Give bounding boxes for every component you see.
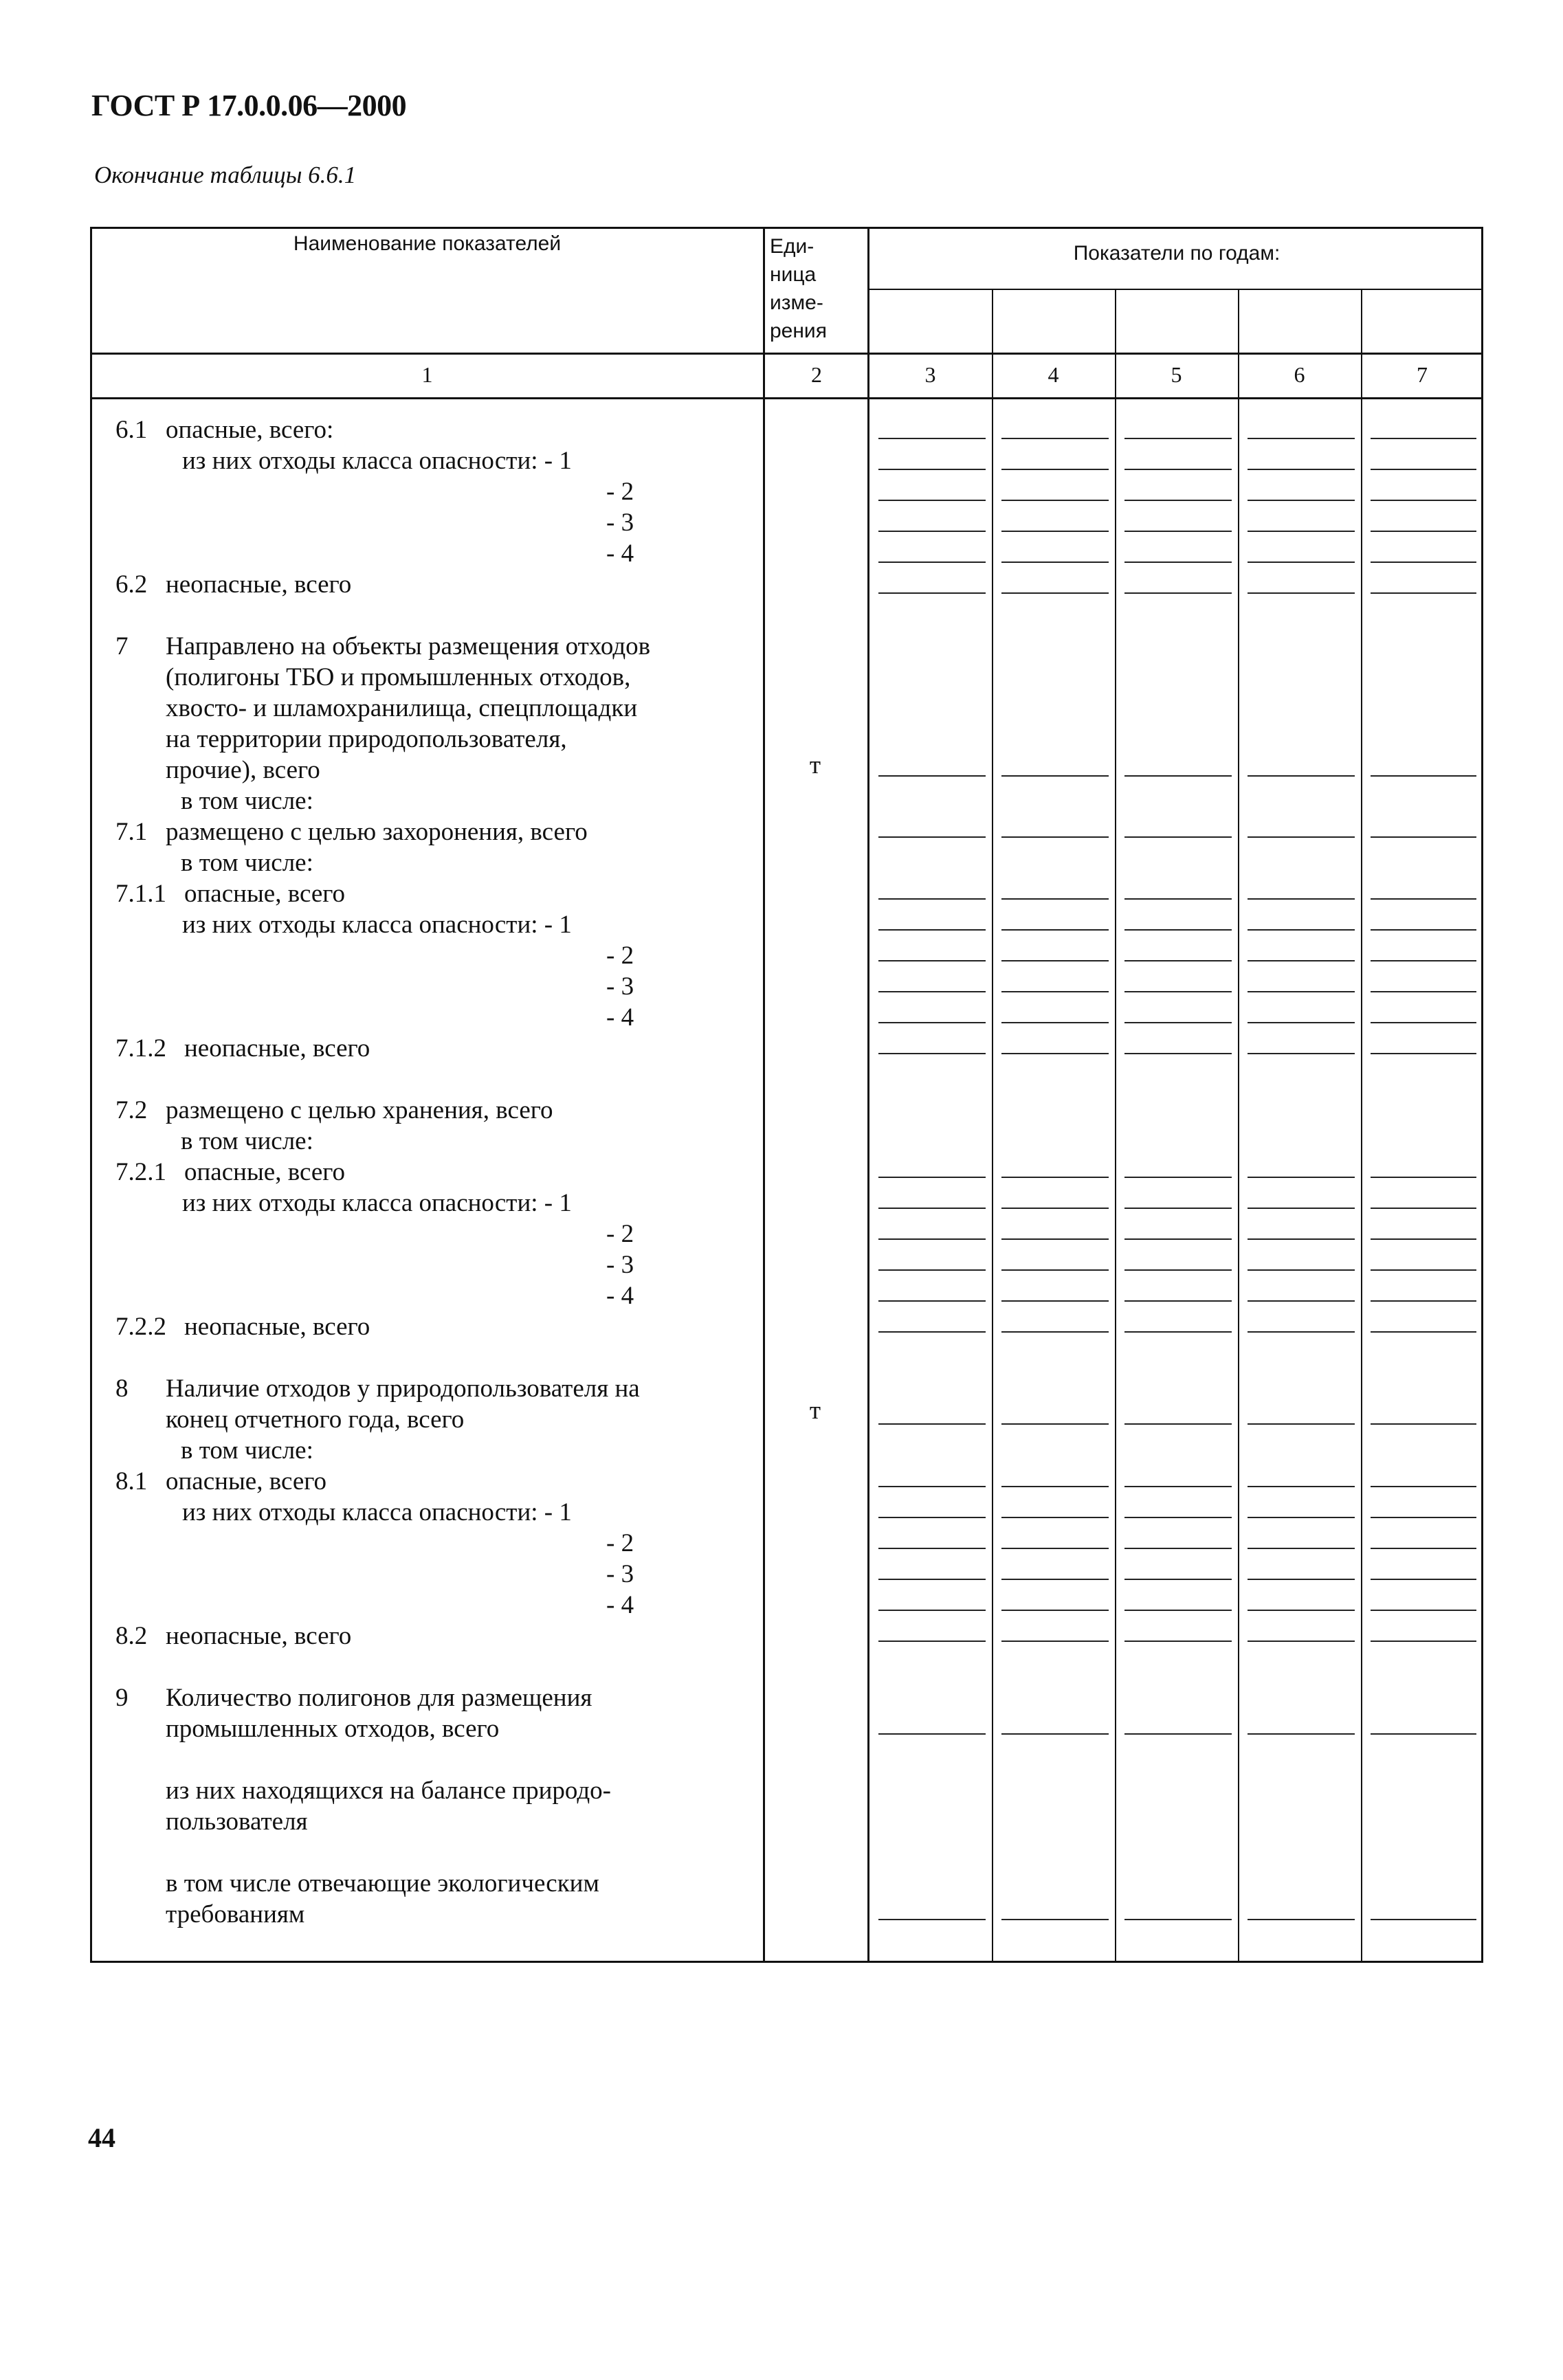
blank-line — [878, 500, 986, 501]
blank-line — [878, 1300, 986, 1302]
blank-line — [1001, 469, 1109, 470]
blank-line — [1248, 1548, 1355, 1549]
blank-line — [1001, 1238, 1109, 1240]
blank-line — [1001, 1733, 1109, 1735]
blank-line — [878, 1208, 986, 1209]
blank-line — [1371, 991, 1476, 992]
grid-line — [1361, 289, 1362, 1963]
blank-line — [1371, 469, 1476, 470]
blank-line — [1248, 531, 1355, 532]
blank-line — [1371, 1177, 1476, 1178]
blank-line — [1001, 1579, 1109, 1580]
blank-line — [1001, 561, 1109, 563]
grid-line — [90, 397, 1483, 399]
blank-line — [1001, 1331, 1109, 1333]
blank-line — [1371, 960, 1476, 961]
unit-cell: т — [809, 1397, 821, 1425]
blank-line — [1124, 561, 1232, 563]
blank-line — [1248, 1022, 1355, 1023]
blank-line — [878, 1238, 986, 1240]
blank-line — [1124, 1053, 1232, 1054]
blank-line — [1001, 531, 1109, 532]
blank-line — [1248, 1919, 1355, 1920]
row-number: 8.2 — [115, 1622, 148, 1650]
blank-line — [1124, 531, 1232, 532]
blank-line — [1371, 1053, 1476, 1054]
blank-line — [1248, 1641, 1355, 1642]
row-label: - 2 — [606, 1220, 634, 1248]
blank-line — [878, 1423, 986, 1425]
blank-line — [1001, 775, 1109, 777]
col-number: 7 — [1417, 362, 1428, 387]
row-label: опасные, всего — [166, 1467, 327, 1495]
unit-header-line: изме- — [770, 291, 823, 314]
blank-line — [1124, 1208, 1232, 1209]
row-label: опасные, всего — [184, 1158, 346, 1186]
blank-line — [878, 1610, 986, 1611]
grid-line — [1238, 289, 1239, 1963]
blank-line — [1001, 500, 1109, 501]
blank-line — [878, 1022, 986, 1023]
row-label: из них находящихся на балансе природо- — [166, 1777, 611, 1805]
blank-line — [878, 561, 986, 563]
blank-line — [1371, 775, 1476, 777]
blank-line — [1001, 1208, 1109, 1209]
blank-line — [878, 469, 986, 470]
blank-line — [1371, 561, 1476, 563]
blank-line — [1371, 929, 1476, 931]
blank-line — [878, 1486, 986, 1487]
blank-line — [1371, 1331, 1476, 1333]
blank-line — [1124, 1579, 1232, 1580]
row-label: в том числе: — [181, 849, 313, 877]
col-number: 4 — [1047, 362, 1059, 387]
blank-line — [1001, 1486, 1109, 1487]
row-label: конец отчетного года, всего — [166, 1405, 465, 1434]
blank-line — [878, 960, 986, 961]
blank-line — [878, 1548, 986, 1549]
blank-line — [1371, 1919, 1476, 1920]
doc-code: ГОСТ Р 17.0.0.06—2000 — [91, 89, 407, 122]
blank-line — [1371, 1486, 1476, 1487]
col-number: 6 — [1294, 362, 1305, 387]
grid-line — [90, 353, 1483, 355]
blank-line — [1124, 1423, 1232, 1425]
row-label: - 4 — [606, 540, 634, 568]
row-number: 7.1.2 — [115, 1034, 166, 1063]
blank-line — [1124, 1269, 1232, 1271]
row-label: промышленных отходов, всего — [166, 1715, 500, 1743]
blank-line — [1248, 929, 1355, 931]
blank-line — [1248, 1053, 1355, 1054]
row-label: - 4 — [606, 1282, 634, 1310]
blank-line — [1001, 929, 1109, 931]
row-number: 7.2 — [115, 1096, 148, 1124]
col-number: 1 — [421, 362, 433, 387]
row-label: опасные, всего: — [166, 416, 334, 444]
blank-line — [1124, 500, 1232, 501]
blank-line — [1248, 991, 1355, 992]
row-number: 7.2.2 — [115, 1313, 166, 1341]
blank-line — [1248, 500, 1355, 501]
col-number: 3 — [924, 362, 936, 387]
blank-line — [1248, 1733, 1355, 1735]
blank-line — [1124, 1733, 1232, 1735]
blank-line — [1371, 1423, 1476, 1425]
blank-line — [1001, 1423, 1109, 1425]
blank-line — [1124, 1919, 1232, 1920]
blank-line — [878, 1269, 986, 1271]
row-label: требованиям — [166, 1900, 305, 1928]
row-label: - 4 — [606, 1003, 634, 1032]
blank-line — [878, 991, 986, 992]
blank-line — [1248, 775, 1355, 777]
blank-line — [1371, 1022, 1476, 1023]
grid-line — [869, 289, 1483, 290]
blank-line — [1001, 991, 1109, 992]
blank-line — [1371, 1269, 1476, 1271]
row-number: 7.2.1 — [115, 1158, 166, 1186]
grid-line — [90, 227, 1483, 229]
blank-line — [1001, 898, 1109, 900]
blank-line — [1001, 1919, 1109, 1920]
row-number: 7.1 — [115, 818, 148, 846]
unit-header-line: рения — [770, 320, 827, 342]
blank-line — [1124, 775, 1232, 777]
blank-line — [878, 438, 986, 439]
row-label: - 2 — [606, 478, 634, 506]
blank-line — [1371, 531, 1476, 532]
blank-line — [1371, 500, 1476, 501]
blank-line — [878, 1177, 986, 1178]
blank-line — [1371, 1733, 1476, 1735]
blank-line — [1371, 1641, 1476, 1642]
blank-line — [1001, 1548, 1109, 1549]
grid-line — [1481, 227, 1483, 1963]
blank-line — [1371, 1208, 1476, 1209]
row-label: из них отходы класса опасности: - 1 — [182, 1189, 572, 1217]
blank-line — [1124, 1238, 1232, 1240]
blank-line — [1371, 836, 1476, 838]
row-label: неопасные, всего — [184, 1313, 370, 1341]
blank-line — [1124, 1517, 1232, 1518]
row-number: 8 — [115, 1375, 129, 1403]
row-label: - 4 — [606, 1591, 634, 1619]
blank-line — [1124, 1300, 1232, 1302]
blank-line — [1371, 1517, 1476, 1518]
col-number: 5 — [1171, 362, 1182, 387]
grid-line — [867, 227, 869, 1963]
blank-line — [1124, 592, 1232, 594]
blank-line — [1124, 1610, 1232, 1611]
blank-line — [1001, 960, 1109, 961]
row-label: в том числе: — [181, 787, 313, 815]
grid-line — [763, 227, 765, 1963]
blank-line — [1001, 438, 1109, 439]
row-label: неопасные, всего — [166, 1622, 352, 1650]
blank-line — [1248, 1269, 1355, 1271]
blank-line — [1001, 1053, 1109, 1054]
row-label: в том числе: — [181, 1436, 313, 1465]
unit-header-line: Еди- — [770, 235, 814, 258]
row-number: 8.1 — [115, 1467, 148, 1495]
col-number: 2 — [811, 362, 822, 387]
blank-line — [1124, 898, 1232, 900]
row-label: пользователя — [166, 1808, 308, 1836]
blank-line — [1248, 561, 1355, 563]
blank-line — [1124, 1177, 1232, 1178]
blank-line — [878, 836, 986, 838]
blank-line — [1248, 836, 1355, 838]
blank-line — [878, 1579, 986, 1580]
blank-line — [1124, 1548, 1232, 1549]
grid-line — [90, 1961, 1483, 1963]
blank-line — [1248, 1579, 1355, 1580]
blank-line — [1371, 898, 1476, 900]
row-label: размещено с целью хранения, всего — [166, 1096, 553, 1124]
row-label: размещено с целью захоронения, всего — [166, 818, 588, 846]
blank-line — [1248, 1486, 1355, 1487]
blank-line — [878, 1053, 986, 1054]
blank-line — [1124, 960, 1232, 961]
blank-line — [878, 1517, 986, 1518]
row-label: опасные, всего — [184, 880, 346, 908]
row-label: из них отходы класса опасности: - 1 — [182, 447, 572, 475]
blank-line — [1001, 1641, 1109, 1642]
row-label: - 2 — [606, 1529, 634, 1557]
blank-line — [1124, 836, 1232, 838]
blank-line — [878, 1641, 986, 1642]
row-label: на территории природопользователя, — [166, 725, 567, 753]
unit-cell: т — [809, 751, 821, 779]
blank-line — [1248, 1610, 1355, 1611]
blank-line — [1371, 1300, 1476, 1302]
blank-line — [1124, 1331, 1232, 1333]
blank-line — [1124, 438, 1232, 439]
grid-line — [992, 289, 993, 1963]
blank-line — [1001, 1022, 1109, 1023]
blank-line — [1248, 1423, 1355, 1425]
row-label: неопасные, всего — [184, 1034, 370, 1063]
row-label: - 3 — [606, 1560, 634, 1588]
blank-line — [878, 1733, 986, 1735]
blank-line — [1248, 1208, 1355, 1209]
blank-line — [1001, 1269, 1109, 1271]
blank-line — [1248, 592, 1355, 594]
blank-line — [1248, 469, 1355, 470]
unit-header-line: ница — [770, 263, 817, 286]
blank-line — [1371, 592, 1476, 594]
row-label: из них отходы класса опасности: - 1 — [182, 1498, 572, 1526]
blank-line — [878, 929, 986, 931]
row-number: 7 — [115, 632, 129, 660]
blank-line — [1124, 929, 1232, 931]
blank-line — [1371, 1579, 1476, 1580]
blank-line — [1371, 1238, 1476, 1240]
blank-line — [1248, 1177, 1355, 1178]
blank-line — [1124, 1641, 1232, 1642]
row-label: в том числе: — [181, 1127, 313, 1155]
blank-line — [1248, 1331, 1355, 1333]
blank-line — [1124, 469, 1232, 470]
grid-line — [1115, 289, 1116, 1963]
row-label: хвосто- и шламохранилища, спецплощадки — [166, 694, 638, 722]
row-label: - 3 — [606, 509, 634, 537]
blank-line — [878, 775, 986, 777]
col-unit-header — [770, 232, 827, 345]
col-years-header: Показатели по годам: — [1073, 242, 1281, 265]
blank-line — [1001, 1300, 1109, 1302]
blank-line — [1001, 1517, 1109, 1518]
blank-line — [878, 592, 986, 594]
blank-line — [878, 1331, 986, 1333]
blank-line — [1248, 1238, 1355, 1240]
blank-line — [878, 1919, 986, 1920]
blank-line — [1371, 1610, 1476, 1611]
row-number: 7.1.1 — [115, 880, 166, 908]
blank-line — [1124, 991, 1232, 992]
row-label: неопасные, всего — [166, 570, 352, 599]
row-number: 6.2 — [115, 570, 148, 599]
blank-line — [1248, 1517, 1355, 1518]
blank-line — [1124, 1486, 1232, 1487]
blank-line — [1371, 438, 1476, 439]
blank-line — [1248, 898, 1355, 900]
blank-line — [1001, 1177, 1109, 1178]
blank-line — [1001, 592, 1109, 594]
row-label: - 3 — [606, 972, 634, 1001]
blank-line — [878, 898, 986, 900]
row-label: - 3 — [606, 1251, 634, 1279]
table-subtitle: Окончание таблицы 6.6.1 — [94, 162, 357, 188]
blank-line — [1124, 1022, 1232, 1023]
row-number: 6.1 — [115, 416, 148, 444]
page-number: 44 — [88, 2122, 115, 2153]
row-label: из них отходы класса опасности: - 1 — [182, 911, 572, 939]
blank-line — [1371, 1548, 1476, 1549]
grid-line — [90, 227, 92, 1963]
col-name-header: Наименование показателей — [293, 232, 562, 255]
blank-line — [1248, 438, 1355, 439]
row-label: Наличие отходов у природопользователя на — [166, 1375, 640, 1403]
row-label: Количество полигонов для размещения — [166, 1684, 592, 1712]
row-number: 9 — [115, 1684, 129, 1712]
row-label: в том числе отвечающие экологическим — [166, 1869, 599, 1898]
blank-line — [1001, 1610, 1109, 1611]
blank-line — [1248, 960, 1355, 961]
row-label: Направлено на объекты размещения отходов — [166, 632, 651, 660]
blank-line — [878, 531, 986, 532]
blank-line — [1001, 836, 1109, 838]
row-label: (полигоны ТБО и промышленных отходов, — [166, 663, 631, 691]
row-label: - 2 — [606, 942, 634, 970]
row-label: прочие), всего — [166, 756, 320, 784]
blank-line — [1248, 1300, 1355, 1302]
